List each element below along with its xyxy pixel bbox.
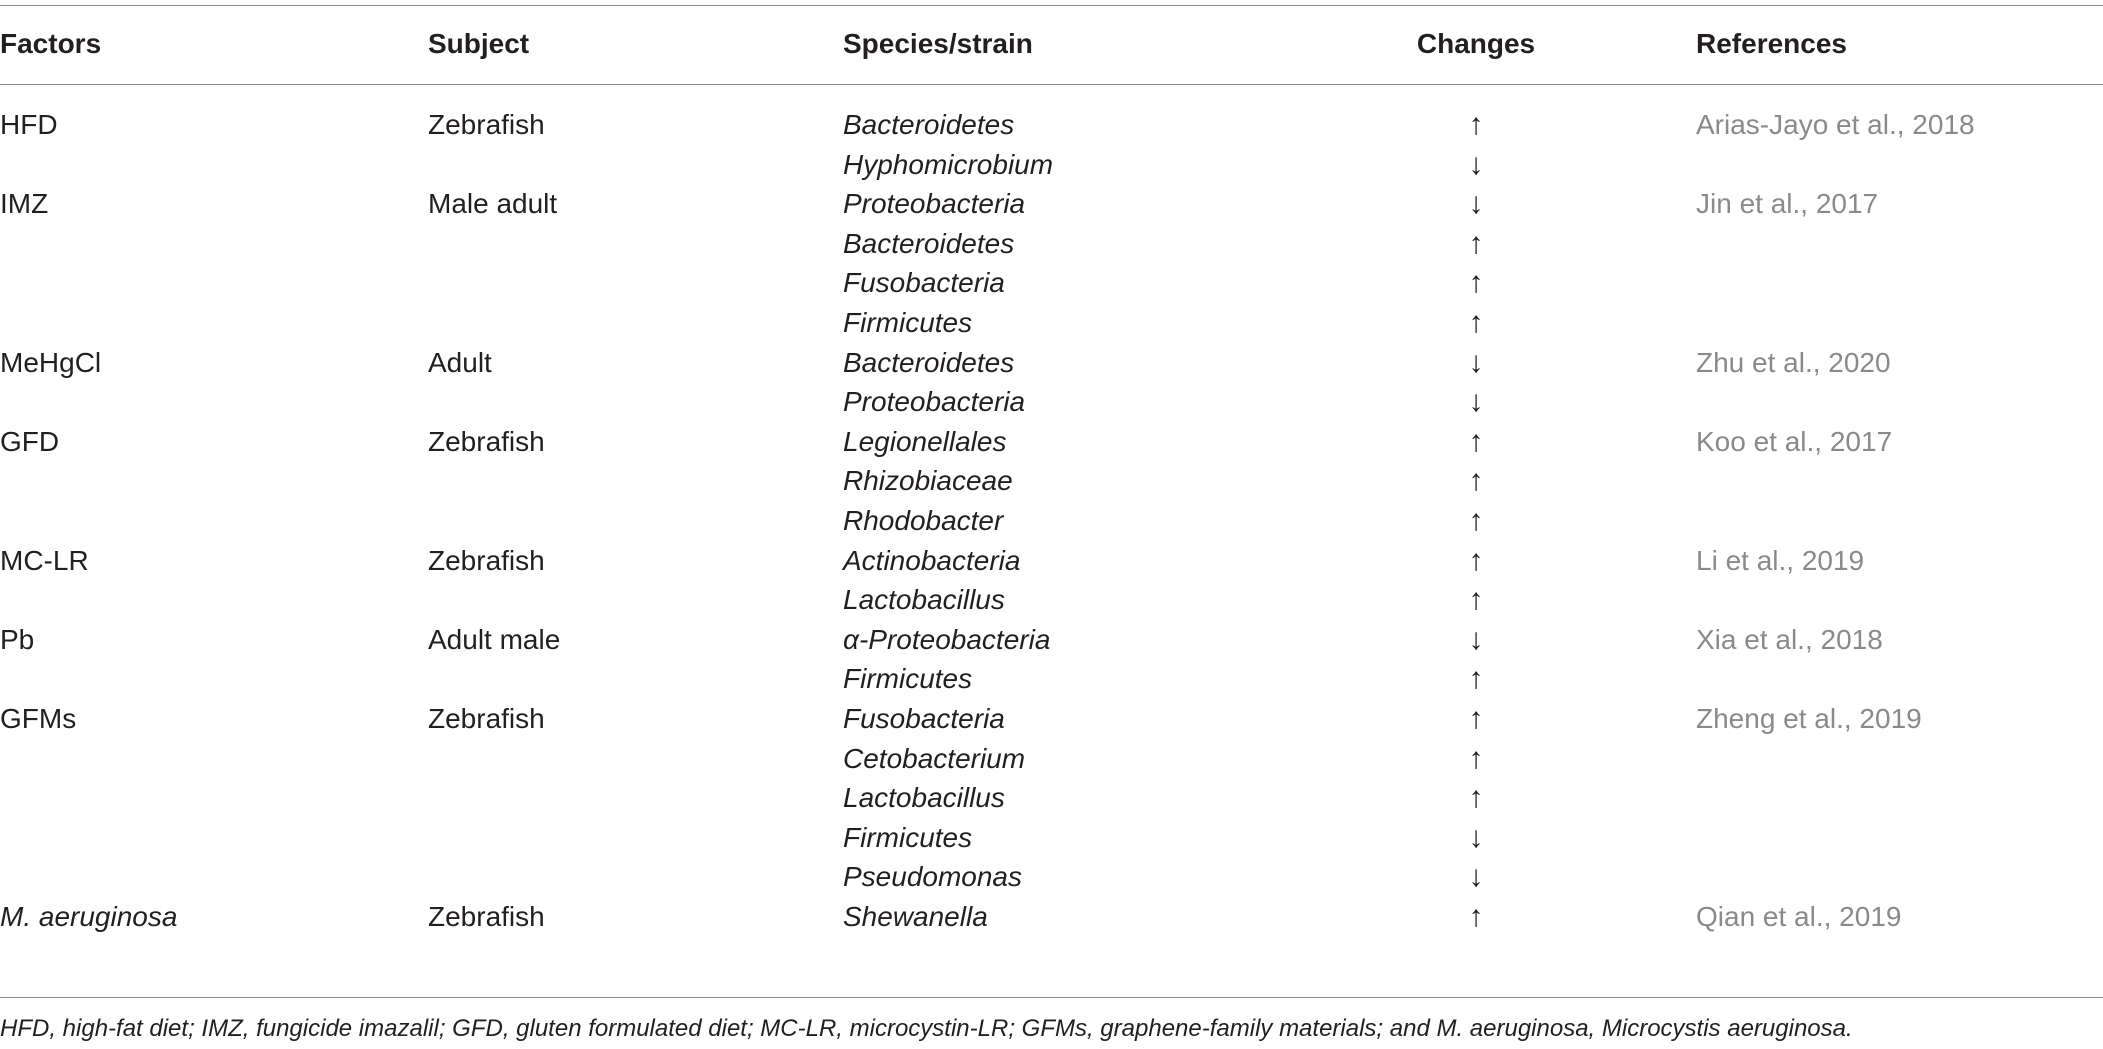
cell-change: ↑ xyxy=(1468,662,1484,695)
cell-subject: Zebrafish xyxy=(428,703,545,734)
cell-reference: Zheng et al., 2019 xyxy=(1696,703,1922,734)
cell-change: ↑ xyxy=(1468,227,1484,260)
table-header xyxy=(0,24,2103,68)
cell-species: Firmicutes xyxy=(843,663,973,694)
cell-change: ↑ xyxy=(1468,781,1484,814)
cell-species: Cetobacterium xyxy=(843,743,1026,774)
cell-reference: Li et al., 2019 xyxy=(1696,545,1865,576)
cell-reference: Jin et al., 2017 xyxy=(1696,188,1879,219)
cell-species: Bacteroidetes xyxy=(843,228,1015,259)
cell-species: Firmicutes xyxy=(843,822,973,853)
cell-subject: Zebrafish xyxy=(428,545,545,576)
cell-subject: Zebrafish xyxy=(428,109,545,140)
cell-species: Proteobacteria xyxy=(843,188,1026,219)
header-changes: Changes xyxy=(1416,28,1536,59)
cell-species: Fusobacteria xyxy=(843,267,1005,298)
cell-change: ↓ xyxy=(1468,860,1484,893)
cell-reference: Koo et al., 2017 xyxy=(1696,426,1893,457)
cell-subject: Adult male xyxy=(428,624,561,655)
cell-change: ↑ xyxy=(1468,544,1484,577)
cell-reference: Zhu et al., 2020 xyxy=(1696,347,1891,378)
cell-change: ↓ xyxy=(1468,346,1484,379)
cell-species: Lactobacillus xyxy=(843,782,1005,813)
cell-change: ↑ xyxy=(1468,266,1484,299)
cell-species: Hyphomicrobium xyxy=(843,149,1054,180)
cell-species: α-Proteobacteria xyxy=(843,624,1051,655)
cell-change: ↑ xyxy=(1468,742,1484,775)
cell-change: ↑ xyxy=(1468,900,1484,933)
cell-species: Fusobacteria xyxy=(843,703,1005,734)
cell-species: Firmicutes xyxy=(843,307,973,338)
table-bottom-rule xyxy=(0,997,2103,998)
cell-change: ↑ xyxy=(1468,583,1484,616)
header-species: Species/strain xyxy=(843,28,1033,59)
cell-change: ↓ xyxy=(1468,385,1484,418)
cell-subject: Zebrafish xyxy=(428,426,545,457)
cell-factor: MC-LR xyxy=(0,545,89,576)
cell-subject: Male adult xyxy=(428,188,558,219)
cell-factor: HFD xyxy=(0,109,58,140)
cell-factor: GFMs xyxy=(0,703,77,734)
cell-factor: MeHgCl xyxy=(0,347,102,378)
cell-change: ↑ xyxy=(1468,425,1484,458)
header-subject: Subject xyxy=(428,28,530,59)
cell-change: ↓ xyxy=(1468,148,1484,181)
table-footnote: HFD, high-fat diet; IMZ, fungicide imazalil; GFD, gluten formulated diet; MC-LR, microcystin-LR; GFMs, graphene-family materials; and M. aeruginosa, Microcystis aeruginosa. xyxy=(0,1015,1853,1042)
cell-reference: Xia et al., 2018 xyxy=(1696,624,1883,655)
cell-species: Lactobacillus xyxy=(843,584,1005,615)
cell-species: Actinobacteria xyxy=(843,545,1021,576)
cell-change: ↑ xyxy=(1468,504,1484,537)
cell-reference: Qian et al., 2019 xyxy=(1696,901,1902,932)
cell-species: Rhodobacter xyxy=(843,505,1004,536)
cell-species: Shewanella xyxy=(843,901,988,932)
cell-factor: IMZ xyxy=(0,188,49,219)
cell-factor: Pb xyxy=(0,624,35,655)
cell-change: ↑ xyxy=(1468,306,1484,339)
cell-species: Bacteroidetes xyxy=(843,109,1015,140)
cell-change: ↓ xyxy=(1468,821,1484,854)
cell-species: Legionellales xyxy=(843,426,1007,457)
cell-species: Proteobacteria xyxy=(843,386,1026,417)
cell-species: Rhizobiaceae xyxy=(843,465,1013,496)
cell-change: ↑ xyxy=(1468,464,1484,497)
cell-change: ↑ xyxy=(1468,702,1484,735)
cell-change: ↓ xyxy=(1468,187,1484,220)
header-factors: Factors xyxy=(0,28,102,59)
cell-factor: M. aeruginosa xyxy=(0,901,178,932)
cell-subject: Adult xyxy=(428,347,492,378)
cell-reference: Arias-Jayo et al., 2018 xyxy=(1696,109,1975,140)
cell-species: Bacteroidetes xyxy=(843,347,1015,378)
cell-change: ↑ xyxy=(1468,108,1484,141)
cell-species: Pseudomonas xyxy=(843,861,1023,892)
cell-change: ↓ xyxy=(1468,623,1484,656)
table-header-rule xyxy=(0,84,2103,85)
cell-factor: GFD xyxy=(0,426,60,457)
table-top-rule xyxy=(0,5,2103,6)
cell-subject: Zebrafish xyxy=(428,901,545,932)
header-references: References xyxy=(1696,28,1847,59)
